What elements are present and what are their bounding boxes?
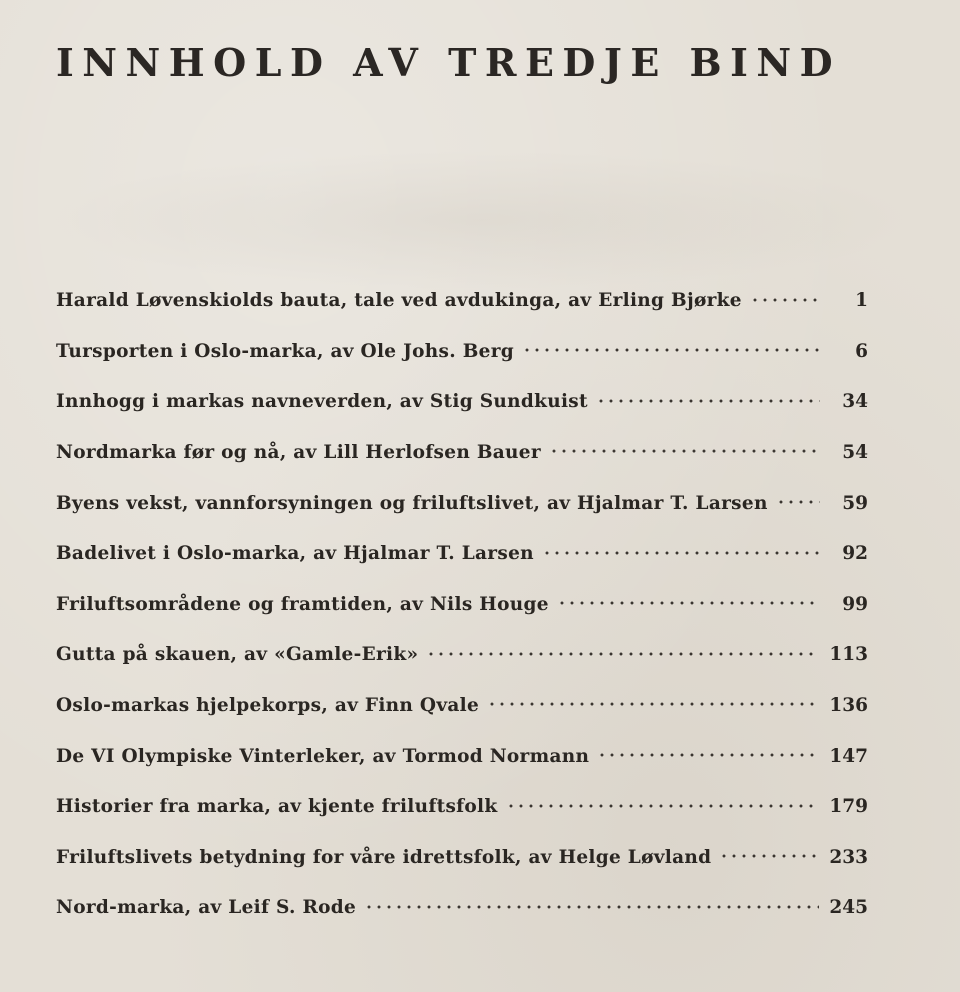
toc-entry xyxy=(56,335,868,386)
toc-entry xyxy=(56,739,868,790)
toc-entry-page: 92 xyxy=(842,543,868,565)
dot-leader xyxy=(487,693,819,715)
dot-leader xyxy=(522,339,820,361)
table-of-contents xyxy=(56,284,868,942)
dot-leader xyxy=(426,643,819,665)
dot-leader xyxy=(596,390,820,412)
toc-entry xyxy=(56,284,868,335)
toc-entry-page: 1 xyxy=(855,290,868,312)
dot-leader xyxy=(364,896,819,918)
toc-entry-title: Oslo-markas hjelpekorps, av Finn Qvale xyxy=(56,694,480,716)
dot-leader xyxy=(776,491,820,513)
toc-entry xyxy=(56,537,868,588)
toc-entry xyxy=(56,790,868,841)
dot-leader xyxy=(750,289,820,311)
toc-entry xyxy=(56,486,868,537)
toc-entry-title: Friluftslivets betydning for våre idrettsfolk, av Helge Løvland xyxy=(56,846,712,868)
toc-entry-title: Innhogg i markas navneverden, av Stig Sundkuist xyxy=(56,391,588,413)
toc-entry-title: Nord-marka, av Leif S. Rode xyxy=(56,897,357,919)
dot-leader xyxy=(557,592,820,614)
toc-entry-title: Historier fra marka, av kjente friluftsfolk xyxy=(56,796,498,818)
toc-entry xyxy=(56,841,868,892)
toc-entry-title: Friluftsområdene og framtiden, av Nils Houge xyxy=(56,593,549,615)
toc-entry-title: Tursporten i Oslo-marka, av Ole Johs. Berg xyxy=(56,340,515,362)
toc-entry-title: Harald Løvenskiolds bauta, tale ved avdukinga, av Erling Bjørke xyxy=(56,290,742,312)
toc-entry-page: 233 xyxy=(829,846,868,868)
toc-entry-page: 113 xyxy=(829,644,868,666)
toc-entry-page: 99 xyxy=(842,593,868,615)
toc-entry-title: Byens vekst, vannforsyningen og friluftslivet, av Hjalmar T. Larsen xyxy=(56,492,768,514)
dot-leader xyxy=(542,542,820,564)
dot-leader xyxy=(597,744,819,766)
toc-entry xyxy=(56,638,868,689)
toc-entry xyxy=(56,891,868,942)
toc-entry-page: 54 xyxy=(842,441,868,463)
toc-entry-title: Gutta på skauen, av «Gamle-Erik» xyxy=(56,644,419,666)
toc-entry-page: 34 xyxy=(842,391,868,413)
toc-entry-page: 136 xyxy=(829,694,868,716)
dot-leader xyxy=(506,795,820,817)
page-title: INNHOLD AV TREDJE BIND xyxy=(56,40,842,85)
paper-show-through xyxy=(40,150,920,290)
toc-entry-title: Badelivet i Oslo-marka, av Hjalmar T. Larsen xyxy=(56,543,534,565)
dot-leader xyxy=(549,440,820,462)
toc-entry xyxy=(56,689,868,740)
toc-entry-page: 147 xyxy=(829,745,868,767)
toc-entry-page: 245 xyxy=(829,897,868,919)
toc-entry xyxy=(56,588,868,639)
toc-entry-page: 59 xyxy=(842,492,868,514)
toc-entry-title: Nordmarka før og nå, av Lill Herlofsen Bauer xyxy=(56,441,541,463)
dot-leader xyxy=(719,845,819,867)
toc-entry-page: 6 xyxy=(855,340,868,362)
toc-entry xyxy=(56,385,868,436)
toc-entry-page: 179 xyxy=(829,796,868,818)
toc-entry xyxy=(56,436,868,487)
toc-entry-title: De VI Olympiske Vinterleker, av Tormod Normann xyxy=(56,745,590,767)
